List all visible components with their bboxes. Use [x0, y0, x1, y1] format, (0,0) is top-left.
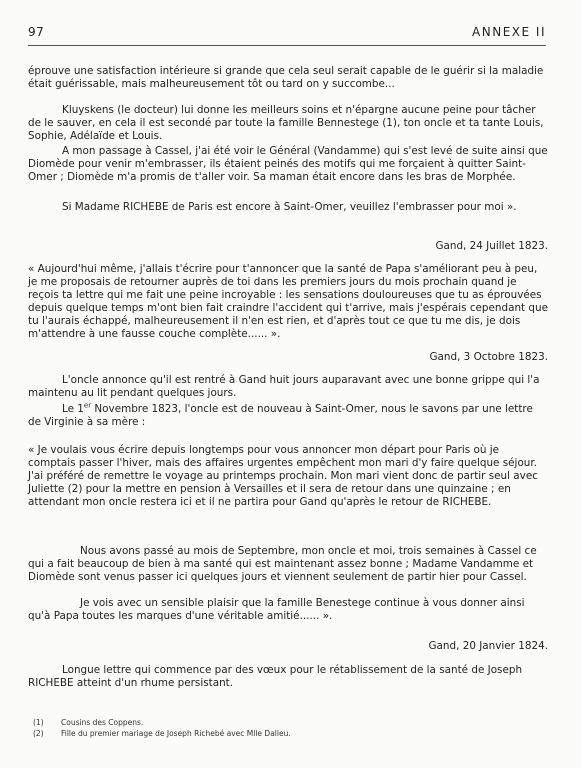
- paragraph-1: éprouve une satisfaction intérieure si grande que cela seul serait capable de le guérir si la maladie était guérissable, mais malheureusement tôt ou tard on y succombe...: [28, 65, 544, 90]
- section-title: ANNEXE II: [472, 25, 546, 39]
- date-line-3: Gand, 20 Janvier 1824.: [428, 640, 548, 652]
- footnote-2-number: (2): [33, 729, 44, 738]
- footnote-2: [33, 729, 291, 739]
- paragraph-9: Nous avons passé au mois de Septembre, mon oncle et moi, trois semaines à Cassel ce qui a fait beaucoup de bien à ma santé qui est maintenant assez bonne ; Madame Vandamme et Diomède sont venus passer ici quelques jours et viennent seulement de partir hier pour Cassel.: [28, 545, 537, 583]
- paragraph-7-start: Le 1: [62, 403, 84, 415]
- paragraph-3: A mon passage à Cassel, j'ai été voir le Général (Vandamme) qui s'est levé de suite ainsi que Diomède pour venir m'embrasser, ils étaient peinés des motifs qui me forçaient à quitter Saint-Omer ; Diomède m'a promis de t'aller voir. Sa maman était encore dans les bras de Morphée.: [28, 145, 548, 183]
- paragraph-7-rest: Novembre 1823, l'oncle est de nouveau à Saint-Omer, nous le savons par une lettre de Virginie à sa mère :: [28, 403, 533, 428]
- paragraph-7: [28, 403, 548, 429]
- paragraph-6: L'oncle annonce qu'il est rentré à Gand huit jours auparavant avec une bonne grippe qui l'a maintenu au lit pendant quelques jours.: [28, 374, 540, 399]
- paragraph-4: Si Madame RICHEBE de Paris est encore à Saint-Omer, veuillez l'embrasser pour moi ».: [62, 201, 517, 213]
- paragraph-11: Longue lettre qui commence par des vœux pour le rétablissement de la santé de Joseph RICHEBE atteint d'un rhume persistant.: [28, 664, 523, 689]
- footnote-1-text: Cousins des Coppens.: [61, 718, 144, 727]
- header-rule: [28, 45, 546, 46]
- page-number: 97: [28, 25, 45, 39]
- footnote-1: [33, 718, 143, 728]
- ordinal-suffix: er: [83, 401, 92, 410]
- footnote-1-number: (1): [33, 718, 44, 727]
- paragraph-2: Kluyskens (le docteur) lui donne les meilleurs soins et n'épargne aucune peine pour tâcher de le sauver, en cela il est secondé par toute la famille Bennestege (1), ton oncle et ta tante Louis, Sophie, Adélaïde et Louis.: [28, 104, 544, 142]
- paragraph-10: Je vois avec un sensible plaisir que la famille Benestege continue à vous donner ainsi qu'à Papa toutes les marques d'une véritable amitié...... ».: [28, 597, 525, 622]
- date-line-2: Gand, 3 Octobre 1823.: [429, 351, 548, 363]
- paragraph-8: « Je voulais vous écrire depuis longtemps pour vous annoncer mon départ pour Paris où je comptais passer l'hiver, mais des affaires urgentes empêchent mon mari d'y faire quelque séjour. J'ai préféré de remettre le voyage au printemps prochain. Mon mari vient donc de partir seul avec Juliette (2) pour la mettre en pension à Versailles et il sera de retour dans une quinzaine ; en attendant mon oncle restera ici et il ne partira pour Gand qu'après le retour de RICHEBE.: [28, 444, 538, 508]
- footnote-2-text: Fille du premier mariage de Joseph Richebé avec Mlle Dalleu.: [61, 729, 291, 738]
- paragraph-5: « Aujourd'hui même, j'allais t'écrire pour t'annoncer que la santé de Papa s'améliorant peu à peu, je me proposais de retourner auprès de toi dans les premiers jours du mois prochain quand je reçois ta lettre qui me fait une peine incroyable : les sensations douloureuses que tu as éprouvées depuis quelque temps m'ont bien fait craindre l'accident qui t'arrive, mais j'espérais cependant que tu l'aurais échappé, malheureusement il n'en est rien, et d'après tout ce que tu me dis, je dois m'attendre à une fausse couche complète...... ».: [28, 263, 549, 340]
- date-line-1: Gand, 24 Juillet 1823.: [435, 240, 548, 252]
